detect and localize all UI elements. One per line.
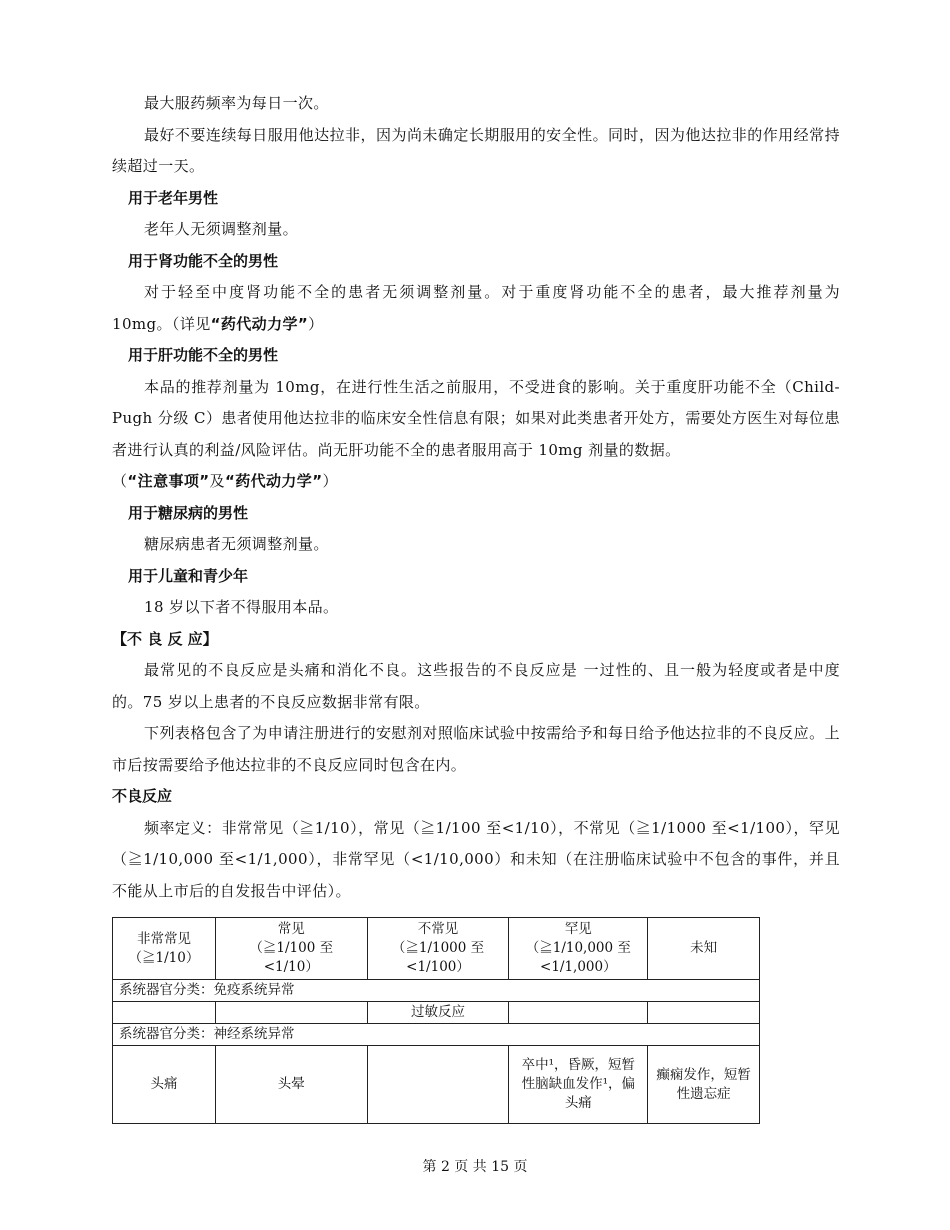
table-cell xyxy=(113,1002,216,1024)
section-heading: 用于儿童和青少年 xyxy=(128,566,249,585)
table-cell: 癫痫发作，短暂性遗忘症 xyxy=(648,1046,760,1124)
paragraph: 本品的推荐剂量为 10mg，在进行性生活之前服用，不受进食的影响。关于重度肝功能不全（Child-Pugh 分级 C）患者使用他达拉非的临床安全性信息有限；如果对此类患者开处方，需要处方医生对每位患者进行认真的利益/风险评估。尚无肝功能不全的患者服用高于 10mg 剂量的数据。 xyxy=(112,377,840,459)
section-heading: 用于糖尿病的男性 xyxy=(128,503,249,522)
header-line: 常见 xyxy=(277,921,305,937)
section-heading: 不良反应 xyxy=(112,787,173,805)
header-line: <1/10） xyxy=(263,959,319,975)
paragraph xyxy=(112,466,840,498)
section-heading: 用于老年男性 xyxy=(128,188,219,207)
paragraph: 糖尿病患者无须调整剂量。 xyxy=(144,535,329,553)
table-cell xyxy=(215,1002,367,1024)
table-cell: 卒中¹，昏厥，短暂性脑缺血发作¹，偏头痛 xyxy=(509,1046,648,1124)
table-header-row xyxy=(113,918,760,980)
header-cell xyxy=(367,918,509,980)
header-line: 不常见 xyxy=(417,921,459,937)
text: ） xyxy=(322,472,338,490)
bold-reference: “药代动力学” xyxy=(224,472,323,490)
header-cell xyxy=(215,918,367,980)
section-heading: 用于肝功能不全的男性 xyxy=(128,346,279,364)
table-cell xyxy=(648,1002,760,1024)
header-line: （≧1/1000 至 xyxy=(391,940,485,956)
soc-label: 系统器官分类：神经系统异常 xyxy=(113,1024,760,1046)
header-line: 罕见 xyxy=(564,921,592,937)
page-footer: 第 2 页 共 15 页 xyxy=(422,1159,528,1175)
bold-reference: “药代动力学” xyxy=(210,314,309,333)
table-row xyxy=(113,1024,760,1046)
header-line: （≧1/100 至 xyxy=(249,940,334,956)
paragraph: 老年人无须调整剂量。 xyxy=(144,220,299,238)
bold-reference: “注意事项” xyxy=(127,472,210,490)
paragraph: 最常见的不良反应是头痛和消化不良。这些报告的不良反应是 一过性的、且一般为轻度或者是中度的。75 岁以上患者的不良反应数据非常有限。 xyxy=(112,661,840,711)
table-cell: 过敏反应 xyxy=(367,1002,509,1024)
header-cell xyxy=(648,918,760,980)
section-heading: 用于肾功能不全的男性 xyxy=(128,251,279,270)
document-body xyxy=(112,88,840,1124)
section-heading: 【不 良 反 应】 xyxy=(112,629,218,648)
header-line: 未知 xyxy=(690,940,718,956)
soc-label: 系统器官分类：免疫系统异常 xyxy=(113,980,760,1002)
paragraph: 18 岁以下者不得服用本品。 xyxy=(144,598,339,616)
table-cell xyxy=(509,1002,648,1024)
paragraph xyxy=(112,277,840,340)
table-row xyxy=(113,1002,760,1024)
paragraph: 频率定义：非常常见（≧1/10），常见（≧1/100 至<1/10），不常见（≧1/1000 至<1/100），罕见（≧1/10,000 至<1/1,000），非常罕见（<1/10,000）和未知（在注册临床试验中不包含的事件，并且不能从上市后的自发报告中评估）。 xyxy=(112,818,840,900)
paragraph: 最大服药频率为每日一次。 xyxy=(144,94,329,112)
table-cell: 头痛 xyxy=(113,1046,216,1124)
header-line: （≧1/10,000 至 xyxy=(525,940,631,956)
text: 对于轻至中度肾功能不全的患者无须调整剂量。对于重度肾功能不全的患者，最大推荐剂量为 10mg。（详见 xyxy=(112,283,840,333)
header-line: 非常常见 xyxy=(136,930,191,947)
table-row xyxy=(113,980,760,1002)
paragraph: 下列表格包含了为申请注册进行的安慰剂对照临床试验中按需给予和每日给予他达拉非的不良反应。上市后按需要给予他达拉非的不良反应同时包含在内。 xyxy=(112,724,840,774)
text: 及 xyxy=(209,472,225,490)
header-line: （≧1/10） xyxy=(128,949,200,966)
table-cell: 头晕 xyxy=(215,1046,367,1124)
adverse-reaction-table xyxy=(112,917,760,1124)
text: （ xyxy=(112,472,128,490)
header-cell xyxy=(113,918,216,980)
header-cell xyxy=(509,918,648,980)
text: ） xyxy=(308,314,324,333)
header-line: <1/1,000） xyxy=(540,959,617,975)
table-cell xyxy=(367,1046,509,1124)
header-line: <1/100） xyxy=(406,959,470,975)
table-row xyxy=(113,1046,760,1124)
paragraph: 最好不要连续每日服用他达拉非，因为尚未确定长期服用的安全性。同时，因为他达拉非的作用经常持续超过一天。 xyxy=(112,125,840,175)
